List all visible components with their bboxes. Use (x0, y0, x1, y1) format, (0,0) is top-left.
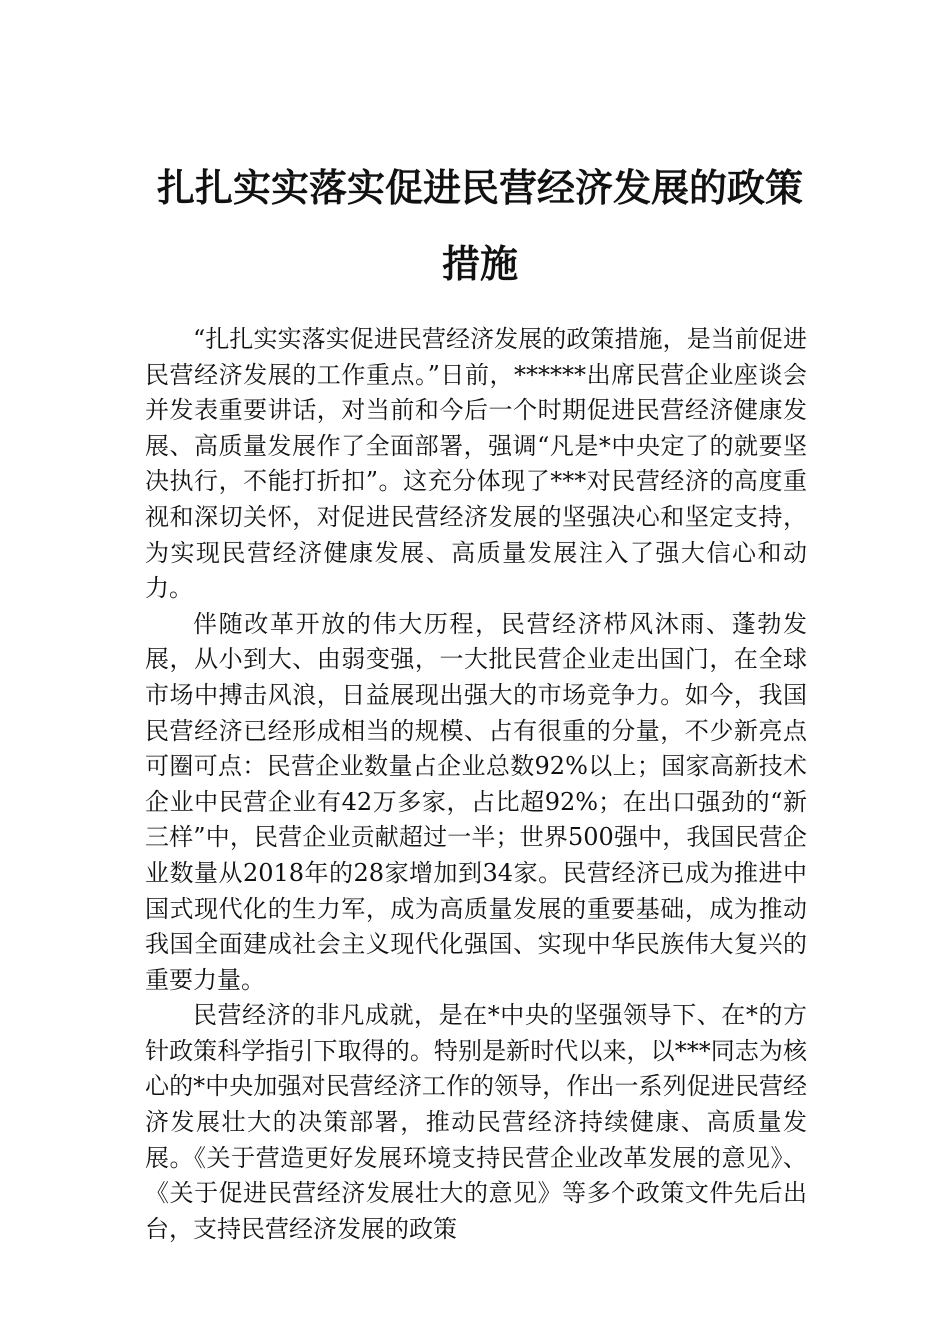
paragraph-1: “扎扎实实落实促进民营经济发展的政策措施，是当前促进民营经济发展的工作重点。”日前，******出席民营企业座谈会并发表重要讲话，对当前和今后一个时期促进民营经济健康发展、高质量发展作了全面部署，强调“凡是*中央定了的就要坚决执行，不能打折扣”。这充分体现了***对民营经济的高度重视和深切关怀，对促进民营经济发展的坚强决心和坚定支持，为实现民营经济健康发展、高质量发展注入了强大信心和动力。 (145, 325, 807, 603)
document-title: 扎扎实实落实促进民营经济发展的政策措施 (156, 165, 803, 286)
paragraph-2: 伴随改革开放的伟大历程，民营经济栉风沐雨、蓬勃发展，从小到大、由弱变强，一大批民营企业走出国门，在全球市场中搏击风浪，日益展现出强大的市场竞争力。如今，我国民营经济已经形成相当的规模、占有很重的分量，不少新亮点可圈可点：民营企业数量占企业总数92%以上；国家高新技术企业中民营企业有42万多家，占比超92%；在出口强劲的“新三样”中，民营企业贡献超过一半；世界500强中，我国民营企业数量从2018年的28家增加到34家。民营经济已成为推进中国式现代化的生力军，成为高质量发展的重要基础，成为推动我国全面建成社会主义现代化强国、实现中华民族伟大复兴的重要力量。 (145, 609, 807, 994)
document-body (145, 322, 807, 1247)
paragraph-3: 民营经济的非凡成就，是在*中央的坚强领导下、在*的方针政策科学指引下取得的。特别是新时代以来，以***同志为核心的*中央加强对民营经济工作的领导，作出一系列促进民营经济发展壮大的决策部署，推动民营经济持续健康、高质量发展。《关于营造更好发展环境支持民营企业改革发展的意见》、《关于促进民营经济发展壮大的意见》等多个政策文件先后出台，支持民营经济发展的政策 (145, 1001, 807, 1243)
